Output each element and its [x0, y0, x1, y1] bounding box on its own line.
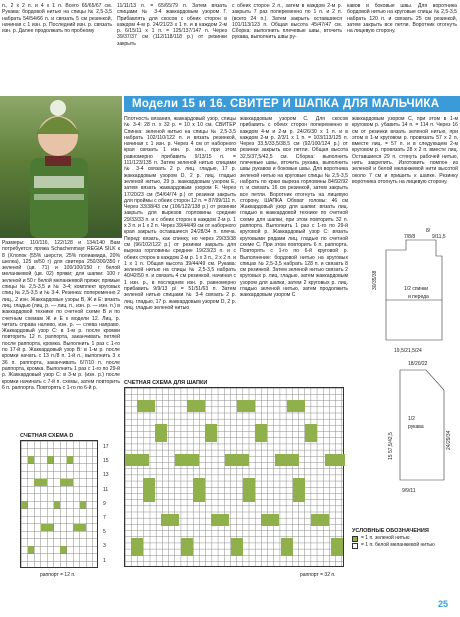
top-text-col2: 11/11/13 п. = 65/65/79 п. Затем вязать спицами № 3-4 жаккардовым узором Г. Прибавлять для скосов с обеих сторон в каждом 4-м р. 24/21/23 х 1 п. и в каждом 2-м р. 6/15/11 х 1 п. = 125/137/147 п. Через 39/37/37 см (112/118/118 р.) от резинки закрыть	[117, 3, 227, 47]
diagram-label-15: 24/29/34	[446, 430, 452, 450]
chart-hat-repeat-label: раппорт = 32 п.	[300, 572, 336, 578]
diagram-label-5: 30/35/38	[372, 270, 378, 290]
legend-swatch-white	[352, 543, 358, 549]
chart-c-title: СЧЕТНАЯ СХЕМА D	[20, 433, 74, 439]
chart-hat-title: СЧЕТНАЯ СХЕМА ДЛЯ ШАПКИ	[124, 380, 208, 386]
top-text-col4: кавов и боковые швы. Для воротника бордовой нитью на круговые спицы № 2,5-3,5 набрать 120 п. и связать 25 см резинкой, затем закрыть все петли. Воротник отогнуть на лицевую сторону.	[347, 3, 457, 35]
diagram-label-9: 18/20/22	[408, 361, 428, 367]
diagram-label-1: 7/8/8	[404, 234, 416, 240]
sweater-instructions: Плотность вязания, жаккардовый узор, спицы № 3-4: 28 п. x 32 р. = 10 x 10 см. СВИТЕР Спинка: зеленой нитью на спицы № 2,5-3,5 набрать 102/110/122 п. и вязать резинкой, начиная с 1 изн. р. Через 4 см от наборного края связать 1 изн. р. изн., при этом равномерно прибавить 9/13/15 п. = 111/123/135 п. Затем зеленой нитью спицами № 3-4 связать 2 р. лиц. гладью, 17 р. жаккардовым узором D, 2 р. лиц. гладью зеленой нитью, 29 р. жаккардовым узором E, затем вязать жаккардовым узором F. Через 17/20/23 см (54/64/74 р.) от резинки закрыть для проймы с обеих сторон 12 п. = 87/99/111 п. Через 33/38/43 см (106/122/138 р.) от резинки закрыть для вырезов горловины средние 29/33/33 п. и с обеих сторон в каждом 2-м р. 1 х 3 п. и 1 х 2 п. Через 39/44/49 см от наборного края закрыть оставшиеся 24/28/34 п. плеча. Перед: вязать, как спинку, но через 29/33/38 см (96/102/122 р.) от резинки закрыть для выреза горловины средние 19/23/23 п. и с обеих сторон в каждом 2-м р. 1 х 3 п., 2 х 2 п. и 1 х 1 п. Общая высота 39/44/49 см. Рукава: зеленой нитью на спицы № 2,5-3,5 набрать 40/42/50 п. и связать 4 см резинкой, начиная с 1 изн. р., в последнем изн. р. равномерно прибавить 9/9/13 р/ = 51/51/63 п. Затем зеленой нитью спицами № 3-4 связать 2 р. лиц. гладью, 17 р. жаккардовым узором D, 2 р. лиц. гладью зеленой нитью	[124, 116, 236, 311]
hat-finish-text: жаккардовым узором С, при этом в 1-м круговом р. убавить 14 п. = 114 п. Через 16 см от резинки вязать зеленой нитью, при этом в 1-м круговом р. провязать 57 х 2 п. вместе лиц. = 57 п. и в следующем 2-м круговом р. провязать 28 х 2 п. вместе лиц. Оставшиеся 29 п. стянуть рабочей нитью, нить закрепить. Изготовить помпон из зеленой и белой меланжевой нити высотой около 7 см и пришить к шапке. Резинку воротника отогнуть на лицевую сторону.	[352, 116, 458, 185]
diagram-label-18: 9/9/11	[402, 488, 416, 494]
diagram-label-16: 15 57,5/42,5	[388, 432, 394, 460]
sweater-hat-instructions: жаккардовым узором С. Для скосов прибавить с обеих сторон попеременно в каждом 4-м и 2-м р. 24/26/30 х 1 п. и в каждом 2-м р. 2/3/1 х 1 п. = 103/113/125 п. Через 33,5/33,5/38,5 см (92/100/124 р.) от резинки закрыть все петли. Общая высота 32,5/37,5/42,5 см. Сборка: выполнить плечевые швы, вточить рукава, выполнить швы рукавов и боковые швы. Для воротника зеленой нитью на круговые спицы № 2,5-3,5 набрать по краю выреза горловины 84/92/92 п. и связать 16 см резинкой, затем закрыть все петли. Воротник отогнуть на лицевую сторону. ШАПКА Обхват головы: 46 см Жаккардовый узор для шапки: вязать лиц. гладью в жаккардовой технике по счетной схеме для шапки, при этом повторить 32 п. раппорта. Выполнить 1 раз с 1-го по 29-й круговой р. Жаккардовый узор С: вязать круговыми рядами лиц. гладью по счетной схеме С. При этом повторить 6 п. раппорта. Повторять с 1-го по 6-й круговой р. Выполнение: бордовой нитью на круговых спицах № 2,5-3,5 набрать 128 п. и связать 8 см резинкой. Затем зеленой нитью связать 2 круговых р. лиц. гладью, затем жаккардовым узором для шапки, затем 2 круговых р. лиц. гладью зеленой нитью, затем продолжить жаккардовым узором С	[240, 116, 348, 299]
chart-hat-pattern	[125, 388, 345, 568]
legend-title: УСЛОВНЫЕ ОБОЗНАЧЕНИЯ	[352, 528, 429, 534]
legend-item-white-label: = 1 п. белой меланжевой нитью	[361, 542, 435, 548]
top-text-col3: с обеих сторон 2 п., затем в каждом 2-м р. закрыть 7 раз попеременно по 1 п. и 2 п. (всего 24 п.). Затем закрыть оставшиеся 101/113/123 п. Общая высота 45/47/47 см. Сборка: выполнить плечевые швы, вточить рукава, выполнить швы ру-	[232, 3, 342, 41]
sweater-schematic	[346, 220, 460, 520]
page-number: 25	[437, 599, 448, 609]
chart-c-grid	[20, 440, 98, 568]
diagram-label-2: 9/11,5	[432, 234, 446, 240]
diagram-label-0: 8/	[426, 228, 431, 234]
diagram-label-8: 19,5/21,5/24	[394, 348, 422, 354]
diagram-label-11: 1/2	[408, 416, 415, 422]
diagram-label-12: рукава	[408, 424, 424, 430]
legend	[352, 528, 456, 549]
diagram-label-7: и переда	[408, 294, 429, 300]
chart-hat-grid	[124, 387, 344, 567]
top-text-col1: п., 2 х 2 п. и 4 х 1 п. Всего 65/65/67 см. Рукава: бордовой нитью на спицы № 2,5-3,5 набрать 54/54/66 п. и связать 5 см резинкой, начиная с 1 изн. р. Последний изн. р. связать изн. р. Далее продолжать по пробному	[2, 3, 112, 35]
legend-swatch-green	[352, 536, 358, 542]
model-photo	[0, 96, 122, 238]
model-banner	[124, 96, 460, 112]
diagram-label-6: 1/2 спинки	[404, 286, 429, 292]
legend-item-green-label: = 1 п. зеленой нитью	[361, 535, 410, 541]
banner-title: Модели 15 и 16. СВИТЕР И ШАПКА ДЛЯ МАЛЬЧИКА	[132, 98, 440, 110]
chart-c-pattern	[21, 441, 99, 569]
legend-item-green	[352, 535, 456, 542]
chart-c-repeat-label: раппорт = 12 п.	[40, 572, 76, 578]
legend-item-white	[352, 542, 456, 549]
materials-text: Размеры: 110/116, 122/128 и 134/140 Вам потребуется: пряжа Schachenmayr REGIA SILK к 8 (Хлопок (55% шерсти, 25% полиамида, 20% шелка), 125 м/50 г) для свитера 250/300/350 г зеленой (цв. 71) и 100/100/150 г белой меланжевой (цв. 02) пряжи; для шапки: 100 г зеленой и 50 г белой меланжевой пряжи; прямые спицы № 2,5-3,5 и № 3-4; комплект круговых спиц № 2,5-3,5 и № 3-4. Резинка: попеременно 2 лиц., 2 изн. Жаккардовые узоры В, Ж и Е: вязать лиц. гладью (лиц. р. — лиц. п., изн. р. — изн. п.) в жаккардовой технике по счетной схеме В и по счетным схемам Ж и Е к модели 12. Лиц. р. читать справа налево, изн. р. — слева направо. Жаккардовый узор С: в 1-м р. после кромки повторить 12 п. раппорта, заканчивать петлей после раппорта, кромка. Выполнить 1 раз с 1-го по 17-й р. Жаккардовый узор В: в 1-м р. после кромки начать с 13 п./8 п. 1-й п., выполнить 3 х 36 п. раппорта, заканчивать 6/7/10 п. после раппорта, кромка. Выполнить 1 раз с 1-го по 29-й р. Жаккардовый узор С: в 3-м р. (изн. р.) после кромки начинать с 7-й п. схемы, затем повторить 6 п. раппорта. Повторять с 1-го по 6-й р.	[2, 240, 120, 391]
chart-c-row-labels: 17 15 13 11 9 7 5 3 1	[103, 444, 109, 564]
boy-illustration	[0, 96, 122, 238]
